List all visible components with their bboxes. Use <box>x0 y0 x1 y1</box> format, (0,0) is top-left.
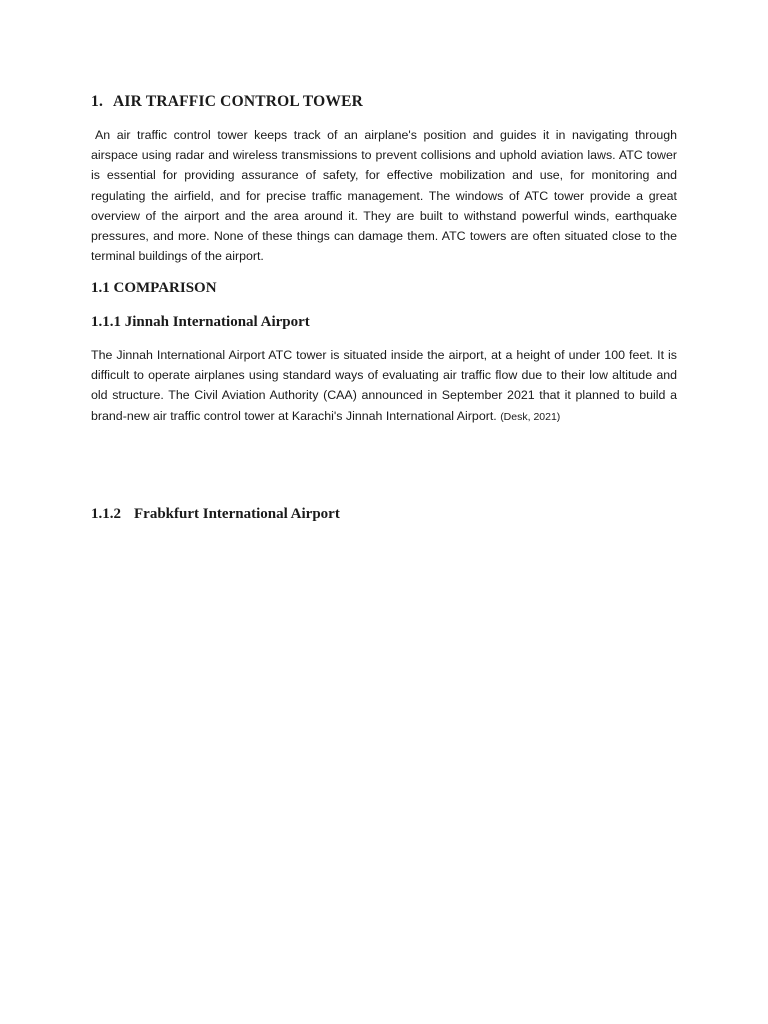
subsection-number: 1.1.2 <box>91 506 121 522</box>
section-heading-air-traffic-control-tower <box>91 93 363 111</box>
jinnah-paragraph-text: The Jinnah International Airport ATC tower is situated inside the airport, at a height of under 100 feet. It is difficult to operate airplanes using standard ways of evaluating air traffic flow due to their low altitude and old structure. The Civil Aviation Authority (CAA) announced in September 2021 that it planned to build a brand-new air traffic control tower at Karachi's Jinnah International Airport. <box>91 348 677 423</box>
comparison-heading: 1.1 COMPARISON <box>91 280 217 296</box>
section-title: AIR TRAFFIC CONTROL TOWER <box>113 93 364 110</box>
jinnah-paragraph <box>91 345 677 427</box>
jinnah-airport-heading: 1.1.1 Jinnah International Airport <box>91 314 310 330</box>
citation: (Desk, 2021) <box>500 410 561 423</box>
subsection-title: Frabkfurt International Airport <box>134 506 340 522</box>
frankfurt-airport-heading <box>91 506 340 523</box>
section-number: 1. <box>91 93 104 110</box>
intro-paragraph: An air traffic control tower keeps track of an airplane's position and guides it in navigating through airspace using radar and wireless transmissions to prevent collisions and uphold aviation laws. ATC tower is essential for providing assurance of safety, for effective mobilization and use, for monitoring and regulating the airfield, and for precise traffic management. The windows of ATC tower provide a great overview of the airport and the area around it. They are built to withstand powerful winds, earthquake pressures, and more. None of these things can damage them. ATC towers are often situated close to the terminal buildings of the airport. <box>91 128 677 264</box>
